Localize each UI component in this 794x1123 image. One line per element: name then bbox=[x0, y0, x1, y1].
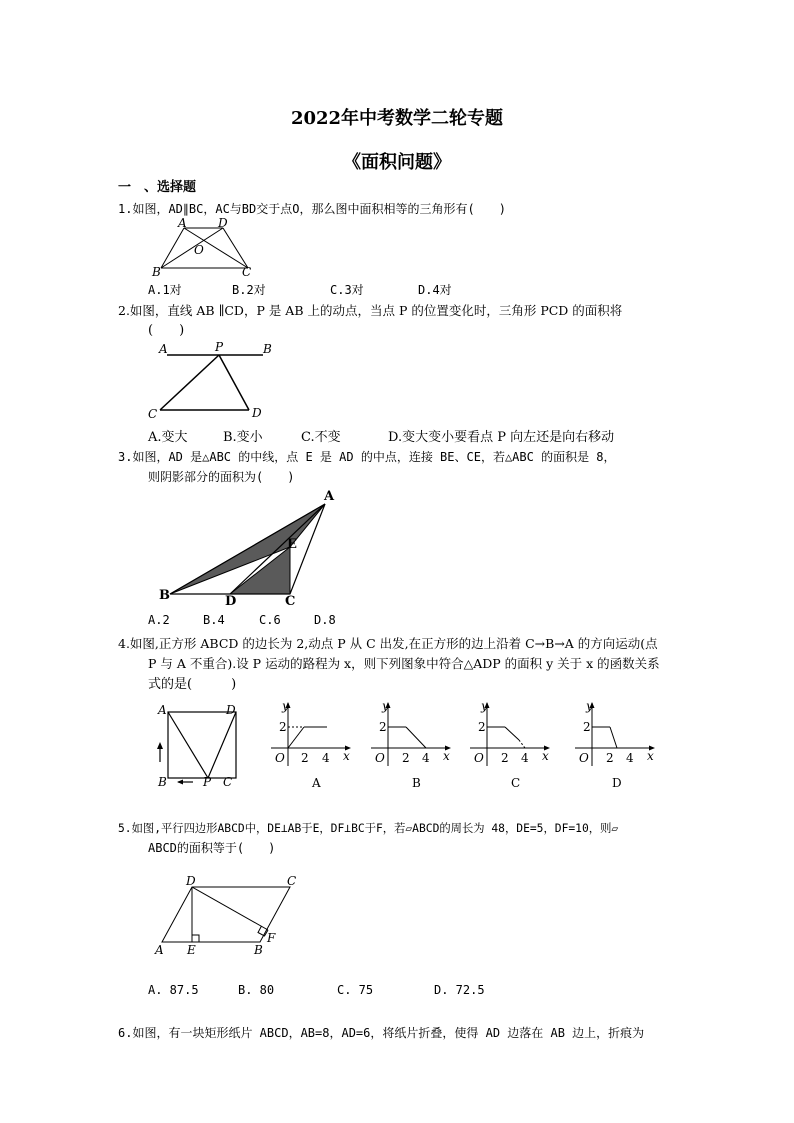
q4-text-line3: 式的是( ) bbox=[148, 677, 237, 692]
q4-graph-c-x: x bbox=[542, 749, 549, 763]
q5-label-c: C bbox=[287, 875, 297, 888]
q4-graph-c-x2: 2 bbox=[501, 751, 509, 765]
q4-square-label-a: A bbox=[158, 703, 167, 717]
q3-label-d: D bbox=[225, 594, 237, 608]
q5-label-e: E bbox=[187, 943, 196, 957]
q2-text-line2: ( ) bbox=[148, 323, 185, 338]
q4-square-figure bbox=[150, 700, 245, 790]
q4-graph-a-y2: 2 bbox=[279, 720, 287, 734]
q5-figure bbox=[150, 875, 310, 960]
q4-graph-b-y2: 2 bbox=[379, 720, 387, 734]
q4-graph-d-x: x bbox=[647, 749, 654, 763]
q3-text-line1: 3.如图，AD 是△ABC 的中线，点 E 是 AD 的中点，连接 BE、CE，若△ABC 的面积是 8， bbox=[118, 450, 616, 464]
q4-graph-a-label: A bbox=[312, 776, 321, 790]
q2-label-d: D bbox=[252, 406, 262, 420]
q4-graph-d-x4: 4 bbox=[626, 751, 634, 765]
q4-graph-b-label: B bbox=[412, 776, 421, 790]
q5-label-a: A bbox=[155, 943, 164, 957]
q4-square-label-d: D bbox=[226, 703, 236, 717]
q4-graph-b-origin: O bbox=[375, 751, 385, 765]
q4-graph-a-x2: 2 bbox=[301, 751, 309, 765]
q3-option-b: B.4 bbox=[203, 613, 225, 627]
q4-graph-c-origin: O bbox=[474, 751, 484, 765]
q4-text-line1: 4.如图,正方形 ABCD 的边长为 2,动点 P 从 C 出发,在正方形的边上沿着 C→B→A 的方向运动(点 bbox=[118, 636, 658, 651]
q4-graph-a-origin: O bbox=[275, 751, 285, 765]
q5-text-line1: 5.如图,平行四边形ABCD中，DE⊥AB于E，DF⊥BC于F，若▱ABCD的周长为 48，DE=5，DF=10，则▱ bbox=[118, 822, 619, 835]
q4-graph-a-x: x bbox=[343, 749, 350, 763]
page-subtitle: 《面积问题》 bbox=[343, 152, 451, 173]
q2-option-a: A.变大 bbox=[148, 430, 188, 445]
q2-option-b: B.变小 bbox=[223, 430, 263, 445]
q1-label-a: A bbox=[178, 216, 187, 230]
q1-option-b: B.2对 bbox=[232, 283, 266, 297]
q4-graph-c bbox=[467, 700, 552, 795]
q2-figure bbox=[145, 338, 275, 423]
q3-figure bbox=[150, 490, 340, 608]
q1-label-b: B bbox=[152, 265, 161, 278]
q4-graph-c-label: C bbox=[511, 776, 521, 790]
q3-option-a: A.2 bbox=[148, 613, 170, 627]
page-title: 2022年中考数学二轮专题 bbox=[290, 108, 504, 129]
q1-figure bbox=[148, 216, 258, 278]
q2-label-b: B bbox=[263, 342, 272, 356]
q4-graph-b bbox=[368, 700, 453, 795]
q4-graph-d-y: y bbox=[586, 700, 593, 713]
q1-text: 1.如图，AD∥BC，AC与BD交于点O，那么图中面积相等的三角形有( ) bbox=[118, 202, 506, 216]
q1-option-a: A.1对 bbox=[148, 283, 182, 297]
q1-option-c: C.3对 bbox=[330, 283, 364, 297]
q4-graph-a-y: y bbox=[282, 700, 289, 713]
q4-graph-d-label: D bbox=[612, 776, 622, 790]
section-heading: 一 、选择题 bbox=[118, 180, 197, 195]
q4-graph-a bbox=[268, 700, 353, 795]
q1-label-c: C bbox=[242, 265, 252, 278]
q1-option-d: D.4对 bbox=[418, 283, 452, 297]
q3-label-c: C bbox=[285, 594, 296, 608]
q5-label-b: B bbox=[254, 943, 263, 957]
q2-option-c: C.不变 bbox=[301, 430, 341, 445]
q5-option-a: A. 87.5 bbox=[148, 983, 199, 997]
q2-text-line1: 2.如图，直线 AB ∥CD，P 是 AB 上的动点，当点 P 的位置变化时，三角形 PCD 的面积将 bbox=[118, 303, 623, 318]
q4-graph-d-x2: 2 bbox=[606, 751, 614, 765]
q4-graph-a-x4: 4 bbox=[322, 751, 330, 765]
q2-label-p: P bbox=[215, 340, 224, 354]
q2-label-c: C bbox=[148, 407, 158, 421]
q4-graph-d-y2: 2 bbox=[583, 720, 591, 734]
q5-label-f: F bbox=[267, 931, 276, 945]
q4-square-label-b: B bbox=[158, 775, 167, 789]
q1-label-d: D bbox=[218, 216, 228, 230]
q4-text-line2: P 与 A 不重合).设 P 运动的路程为 x，则下列图象中符合△ADP 的面积 y 关于 x 的函数关系 bbox=[148, 656, 660, 671]
q4-graph-c-x4: 4 bbox=[521, 751, 529, 765]
q4-graph-b-x: x bbox=[443, 749, 450, 763]
q3-option-c: C.6 bbox=[259, 613, 281, 627]
q4-graph-d bbox=[572, 700, 657, 795]
q4-graph-d-origin: O bbox=[579, 751, 589, 765]
q3-text-line2: 则阴影部分的面积为( ) bbox=[148, 470, 295, 484]
q5-option-d: D. 72.5 bbox=[434, 983, 485, 997]
q3-label-a: A bbox=[324, 490, 335, 504]
q2-label-a: A bbox=[159, 342, 168, 356]
q5-option-b: B. 80 bbox=[238, 983, 275, 997]
q4-graph-b-y: y bbox=[382, 700, 389, 713]
q4-graph-c-y: y bbox=[481, 700, 488, 713]
q4-graph-b-x2: 2 bbox=[402, 751, 410, 765]
q4-graph-c-y2: 2 bbox=[478, 720, 486, 734]
q2-option-d: D.变大变小要看点 P 向左还是向右移动 bbox=[388, 430, 615, 445]
q3-label-e: E bbox=[287, 537, 297, 552]
q5-label-d: D bbox=[186, 875, 196, 888]
q4-square-label-c: C bbox=[223, 775, 233, 789]
q6-text: 6.如图，有一块矩形纸片 ABCD，AB=8，AD=6，将纸片折叠，使得 AD 边落在 AB 边上，折痕为 bbox=[118, 1026, 645, 1040]
q1-label-o: O bbox=[194, 243, 204, 257]
q5-text-line2: ABCD的面积等于( ) bbox=[148, 841, 276, 855]
q3-label-b: B bbox=[159, 588, 170, 603]
q5-option-c: C. 75 bbox=[337, 983, 374, 997]
q4-graph-b-x4: 4 bbox=[422, 751, 430, 765]
q3-option-d: D.8 bbox=[314, 613, 336, 627]
q4-square-label-p: P bbox=[203, 775, 212, 789]
